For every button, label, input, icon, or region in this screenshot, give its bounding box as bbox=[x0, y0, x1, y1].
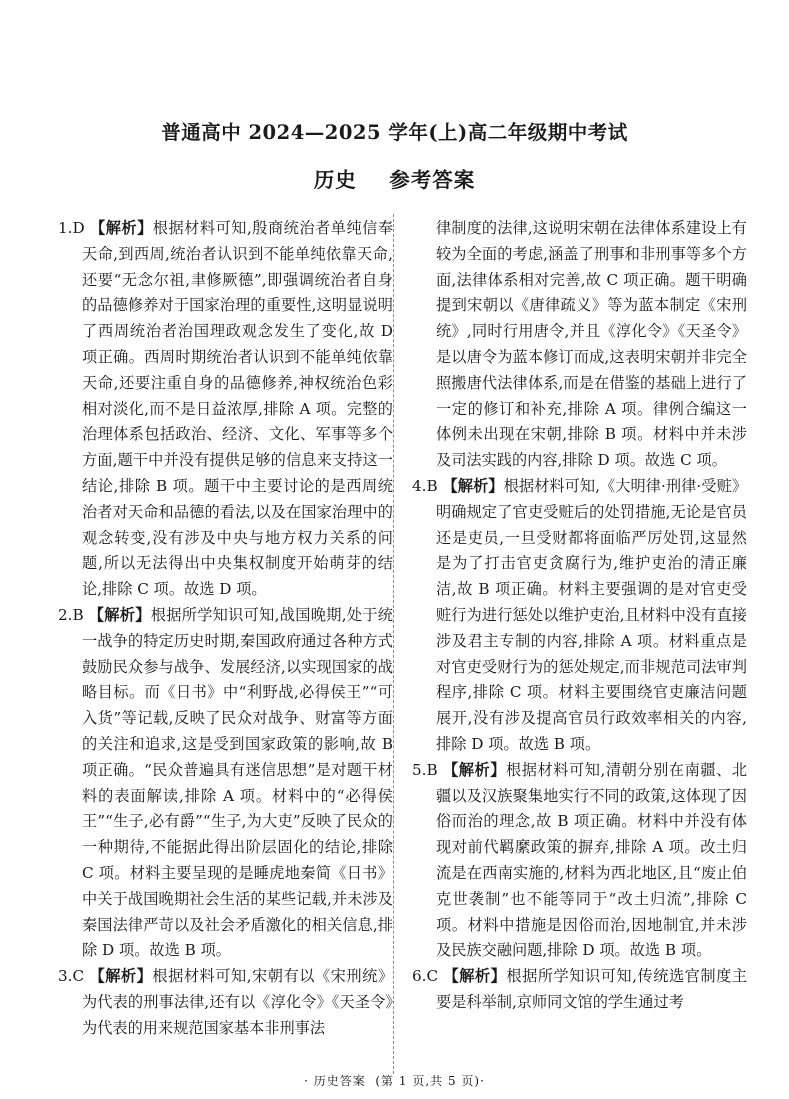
answer-item-3-continued bbox=[412, 216, 747, 474]
answer-text: 根据所学知识可知,战国晚期,处于统一战争的特定历史时期,秦国政府通过各种方式鼓励民众参与战争、发展经济,以实现国家的战略目标。而《日书》中“利野战,必得侯王”“可入货”等记载,反映了民众对战争、财富等方面的关注和追求,这是受到国家政策的影响,故 B 项正确。“民众普遍具有迷信思想”是对题干材料的表面解读,排除 A 项。材料中的“必得侯王”“生子,必有爵”“生子,为大吏”反映了民众的一种期待,不能据此得出阶层固化的结论,排除 C 项。材料主要呈现的是睡虎地秦简《日书》中关于战国晚期社会生活的某些记载,并未涉及秦国法律严苛以及社会矛盾激化的相关信息,排除 D 项。故选 B 项。 bbox=[82, 605, 393, 960]
answer-item-3 bbox=[58, 964, 393, 1041]
answer-text: 根据材料可知,清朝分别在南疆、北疆以及汉族聚集地实行不同的政策,这体现了因俗而治的理念,故 B 项正确。材料中并没有体现对前代羁縻政策的摒弃,排除 A 项。改土归流是在西南实施的,材料为西北地区,且“废止伯克世袭制”也不能等同于“改土归流”,排除 C 项。材料中措施是因俗而治,因地制宜,并未涉及民族交融问题,排除 D 项。故选 B 项。 bbox=[436, 760, 748, 960]
analysis-tag: 【解析】 bbox=[88, 605, 151, 624]
answer-number: 6.C bbox=[412, 967, 444, 986]
answer-text: 根据材料可知,宋朝有以《宋刑统》为代表的刑事法律,还有以《淳化令》《天圣令》为代表的用来规范国家基本非刑事法 bbox=[82, 967, 394, 1037]
exam-title: 普通高中 2024—2025 学年(上)高二年级期中考试 bbox=[161, 121, 628, 144]
answer-item-5 bbox=[412, 758, 747, 964]
answer-item-6 bbox=[412, 964, 747, 1016]
right-column bbox=[412, 216, 747, 1016]
answer-item-1 bbox=[58, 216, 393, 603]
answer-text: 根据材料可知,《大明律·刑律·受赃》明确规定了官吏受赃后的处罚措施,无论是官员还是吏员,一旦受财都将面临严厉处罚,这显然是为了打击官吏贪腐行为,维护吏治的清正廉洁,故 B 项正确。材料主要强调的是对官吏受赃行为进行惩处以维护吏治,且材料中没有直接涉及君主专制的内容,排除 A 项。材料重点是对官吏受财行为的惩处规定,而非规范司法审判程序,排除 C 项。材料主要围绕官吏廉洁问题展开,没有涉及提高官员行政效率相关的内容,排除 D 项。故选 B 项。 bbox=[436, 476, 748, 753]
answer-number: 2.B bbox=[58, 605, 89, 624]
answer-item-4 bbox=[412, 474, 747, 758]
analysis-tag: 【解析】 bbox=[89, 967, 153, 986]
answer-item-2 bbox=[58, 603, 393, 964]
answer-text: 根据材料可知,殷商统治者单纯信奉天命,到西周,统治者认识到不能单纯依靠天命,还要“无念尔祖,聿修厥德”,即强调统治者自身的品德修养对于国家治理的重要性,这明显说明了西周统治者治国理政观念发生了变化,故 D 项正确。西周时期统治者认识到不能单纯依靠天命,还要注重自身的品德修养,神权统治色彩相对淡化,而不是日益浓厚,排除 A 项。完整的治理体系包括政治、经济、文化、军事等多个方面,题干中并没有提供足够的信息来支持这一结论,排除 B 项。题干中主要讨论的是西周统治者对天命和品德的看法,以及在国家治理中的观念转变,没有涉及中央与地方权力关系的问题,所以无法得出中央集权制度开始萌芽的结论,排除 C 项。故选 D 项。 bbox=[82, 219, 394, 599]
analysis-tag: 【解析】 bbox=[443, 760, 507, 779]
analysis-tag: 【解析】 bbox=[442, 476, 504, 495]
answer-number: 1.D bbox=[58, 219, 91, 237]
column-divider bbox=[393, 214, 394, 1074]
analysis-tag: 【解析】 bbox=[443, 967, 507, 986]
page-footer: · 历史答案 (第 1 页,共 5 页)· bbox=[304, 1074, 485, 1088]
answer-text: 根据所学知识可知,传统选官制度主要是科举制,京师同文馆的学生通过考 bbox=[436, 967, 748, 1011]
answer-text: 律制度的法律,这说明宋朝在法律体系建设上有较为全面的考虑,涵盖了刑事和非刑事等多个方面,法律体系相对完善,故 C 项正确。题干明确提到宋朝以《唐律疏义》等为蓝本制定《宋刑统》,同时行用唐令,并且《淳化令》《天圣令》是以唐令为蓝本修订而成,这表明宋朝并非完全照搬唐代法律体系,而是在借鉴的基础上进行了一定的修订和补充,排除 A 项。律例合编这一体例未出现在宋朝,排除 B 项。材料中并未涉及司法实践的内容,排除 D 项。故选 C 项。 bbox=[436, 219, 747, 470]
left-column bbox=[58, 216, 393, 1042]
analysis-tag: 【解析】 bbox=[90, 219, 153, 237]
answer-number: 5.B bbox=[412, 760, 444, 779]
answer-number: 3.C bbox=[58, 967, 90, 986]
answer-number: 4.B bbox=[412, 476, 443, 495]
subject-subtitle: 历史 参考答案 bbox=[313, 168, 476, 192]
